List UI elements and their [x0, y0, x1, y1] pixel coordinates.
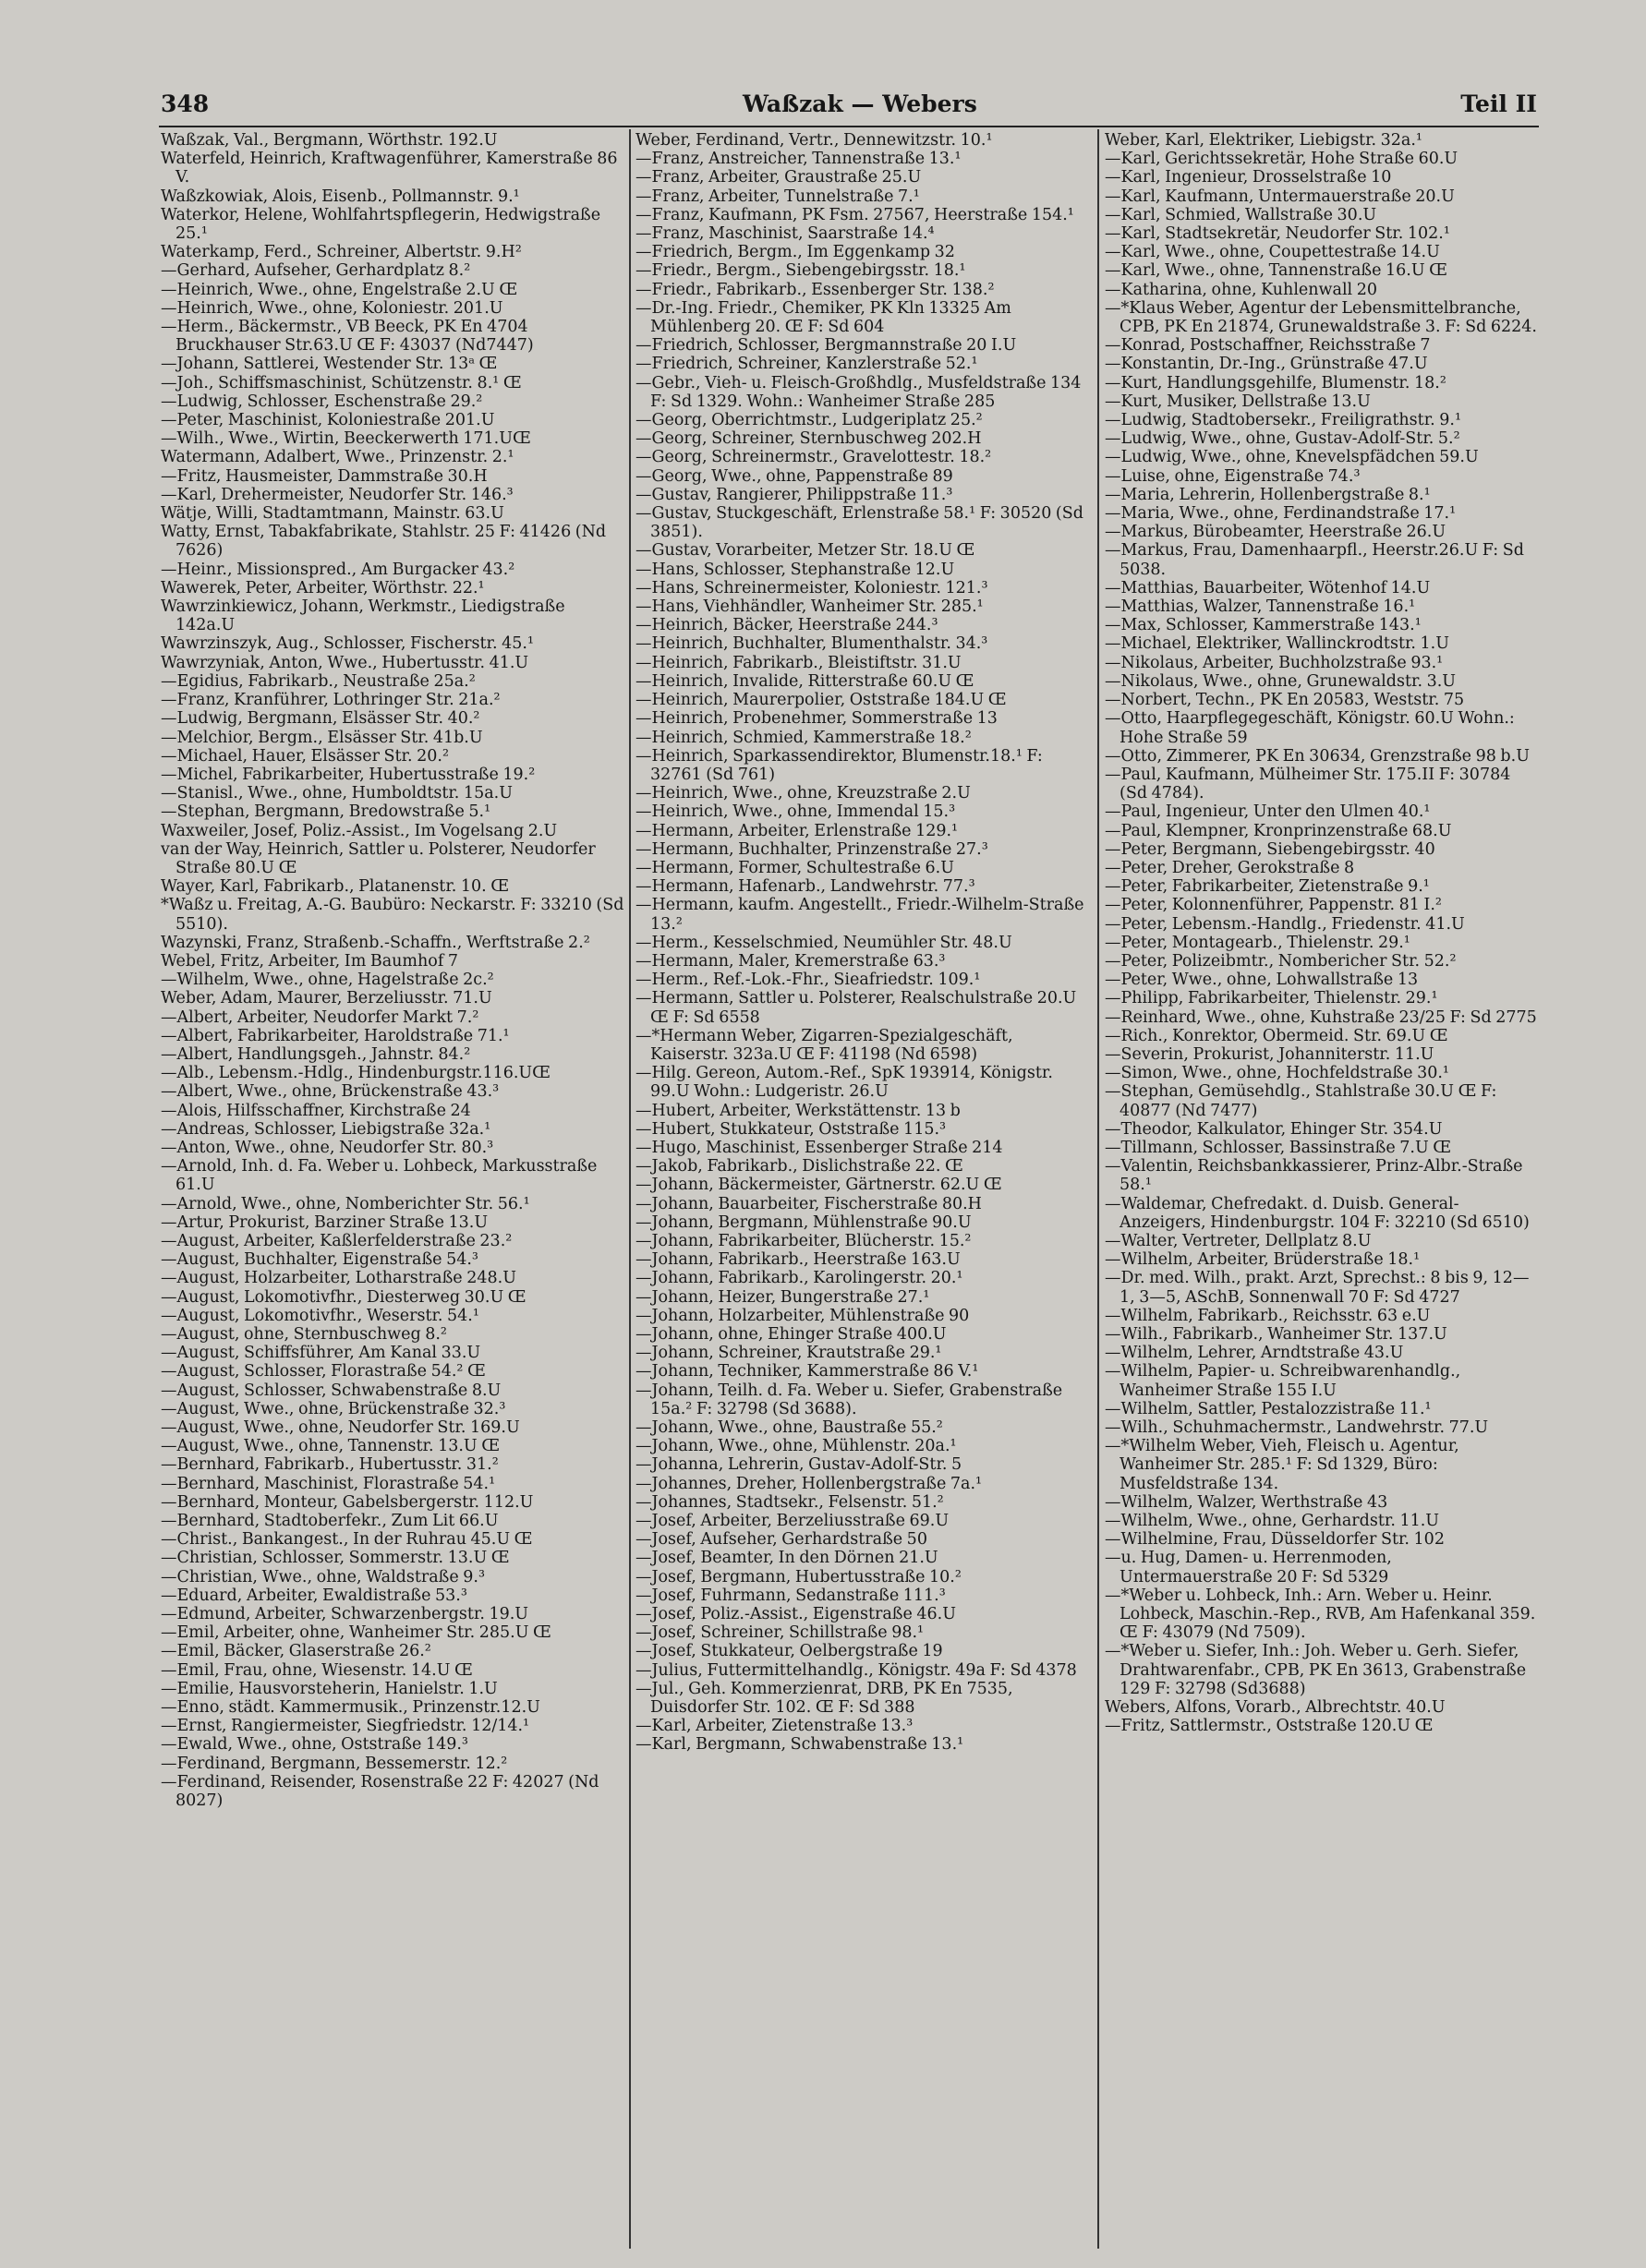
- directory-entry: Waterfeld, Heinrich, Kraftwagenführer, Kamerstraße 86 V.: [161, 150, 618, 187]
- directory-entry: —Ludwig, Wwe., ohne, Gustav-Adolf-Str. 5.²: [1105, 429, 1460, 449]
- directory-entry: —Johann, Bauarbeiter, Fischerstraße 80.H: [635, 1194, 982, 1213]
- directory-entry: —Herm., Bäckermstr., VB Beeck, PK En 4704 Bruckhauser Str.63.U Œ F: 43037 (Nd7447): [161, 318, 534, 356]
- directory-entry: Wawrzyniak, Anton, Wwe., Hubertusstr. 41.U: [161, 653, 529, 672]
- directory-entry: —Christ., Bankangest., In der Ruhrau 45.U Œ: [161, 1530, 533, 1550]
- directory-entry: —Johann, Fabrikarb., Karolingerstr. 20.¹: [635, 1269, 963, 1288]
- directory-entry: —Edmund, Arbeiter, Schwarzenbergstr. 19.U: [161, 1605, 529, 1624]
- directory-entry: —Valentin, Reichsbankkassierer, Prinz-Albr.-Straße 58.¹: [1105, 1157, 1523, 1195]
- directory-entry: —Waldemar, Chefredakt. d. Duisb. General-Anzeigers, Hindenburgstr. 104 F: 32210 (Sd 6510): [1105, 1194, 1530, 1232]
- directory-entry: —Ludwig, Bergmann, Elsässer Str. 40.²: [161, 709, 480, 729]
- directory-entry: Wätje, Willi, Stadtamtmann, Mainstr. 63.U: [161, 504, 504, 524]
- directory-entry: —Wilhelm, Fabrikarb., Reichsstr. 63 e.U: [1105, 1306, 1431, 1325]
- directory-entry: —Johann, Wwe., ohne, Mühlenstr. 20a.¹: [635, 1437, 957, 1456]
- column-divider: [1097, 129, 1099, 2249]
- directory-entry: Weber, Ferdinand, Vertr., Dennewitzstr. 10.¹: [635, 131, 993, 150]
- directory-entry: —Peter, Wwe., ohne, Lohwallstraße 13: [1105, 971, 1419, 990]
- directory-entry: —Johann, ohne, Ehinger Straße 400.U: [635, 1325, 947, 1344]
- directory-entry: —Gustav, Stuckgeschäft, Erlenstraße 58.¹ F: 30520 (Sd 3851).: [635, 504, 1083, 542]
- directory-entry: —August, Wwe., ohne, Tannenstr. 13.U Œ: [161, 1437, 501, 1456]
- directory-entry: —Peter, Montagearb., Thielenstr. 29.¹: [1105, 933, 1410, 952]
- directory-entry: —Johannes, Stadtsekr., Felsenstr. 51.²: [635, 1492, 944, 1512]
- directory-entry: —Josef, Schreiner, Schillstraße 98.¹: [635, 1623, 925, 1643]
- directory-entry: —Simon, Wwe., ohne, Hochfeldstraße 30.¹: [1105, 1064, 1449, 1083]
- directory-entry: —*Wilhelm Weber, Vieh, Fleisch u. Agentur, Wanheimer Str. 285.¹ F: Sd 1329, Büro: Musfeldstraße 134.: [1105, 1437, 1459, 1493]
- directory-entry: —Dr. med. Wilh., prakt. Arzt, Sprechst.: 8 bis 9, 12—1, 3—5, ASchB, Sonnenwall 70 F: Sd 4727: [1105, 1269, 1530, 1307]
- page-number: 348: [161, 90, 210, 117]
- directory-entry: —Julius, Futtermittelhandlg., Königstr. 49a F: Sd 4378: [635, 1660, 1077, 1680]
- directory-entry: —August, Schiffsführer, Am Kanal 33.U: [161, 1344, 481, 1363]
- directory-entry: —Maria, Wwe., ohne, Ferdinandstraße 17.¹: [1105, 504, 1457, 524]
- directory-entry: —Franz, Kaufmann, PK Fsm. 27567, Heerstraße 154.¹: [635, 205, 1074, 224]
- directory-entry: —Gustav, Vorarbeiter, Metzer Str. 18.U Œ: [635, 541, 975, 561]
- directory-entry: —Herm., Ref.-Lok.-Fhr., Sieafriedstr. 109.¹: [635, 971, 981, 990]
- directory-entry: —*Klaus Weber, Agentur der Lebensmittelbranche, CPB, PK En 21874, Grunewaldstraße 3. F: Sd 6224.: [1105, 298, 1537, 337]
- directory-entry: —Matthias, Walzer, Tannenstraße 16.¹: [1105, 597, 1416, 617]
- directory-entry: —Kurt, Handlungsgehilfe, Blumenstr. 18.²: [1105, 373, 1446, 392]
- directory-entry: —Karl, Stadtsekretär, Neudorfer Str. 102.¹: [1105, 224, 1450, 244]
- directory-entry: —Johann, Schreiner, Krautstraße 29.¹: [635, 1344, 942, 1363]
- directory-entry: —Norbert, Techn., PK En 20583, Weststr. 75: [1105, 691, 1465, 710]
- directory-entry: —Johann, Holzarbeiter, Mühlenstraße 90: [635, 1306, 970, 1325]
- directory-entry: —Friedr., Bergm., Siebengebirgsstr. 18.¹: [635, 261, 966, 281]
- directory-entry: —Heinrich, Sparkassendirektor, Blumenstr.18.¹ F: 32761 (Sd 761): [635, 746, 1043, 784]
- directory-entry: —August, Wwe., ohne, Brückenstraße 32.³: [161, 1399, 506, 1418]
- directory-entry: —Fritz, Sattlermstr., Oststraße 120.U Œ: [1105, 1717, 1434, 1736]
- directory-entry: —Nikolaus, Wwe., ohne, Grunewaldstr. 3.U: [1105, 671, 1457, 691]
- directory-entry: —Heinrich, Wwe., ohne, Kreuzstraße 2.U: [635, 784, 971, 803]
- directory-entry: —Gerhard, Aufseher, Gerhardplatz 8.²: [161, 261, 471, 281]
- directory-entry: —*Weber u. Lohbeck, Inh.: Arn. Weber u. Heinr. Lohbeck, Maschin.-Rep., RVB, Am Hafenkanal 359. Œ F: 43079 (Nd 7509).: [1105, 1586, 1536, 1643]
- directory-entry: —Peter, Dreher, Gerokstraße 8: [1105, 858, 1355, 877]
- directory-entry: —Josef, Aufseher, Gerhardstraße 50: [635, 1530, 927, 1550]
- directory-entry: —Heinrich, Invalide, Ritterstraße 60.U Œ: [635, 671, 974, 691]
- directory-entry: —Heinr., Missionspred., Am Burgacker 43.²: [161, 560, 515, 579]
- directory-entry: —Albert, Handlungsgeh., Jahnstr. 84.²: [161, 1044, 471, 1064]
- directory-entry: —Karl, Wwe., ohne, Tannenstraße 16.U Œ: [1105, 261, 1448, 281]
- directory-entry: —Anton, Wwe., ohne, Neudorfer Str. 80.³: [161, 1138, 494, 1157]
- directory-entry: —Hermann, Maler, Kremerstraße 63.³: [635, 951, 946, 971]
- directory-entry: —Arnold, Wwe., ohne, Nomberichter Str. 56.¹: [161, 1194, 530, 1213]
- directory-entry: —Emil, Arbeiter, ohne, Wanheimer Str. 285.U Œ: [161, 1623, 551, 1643]
- directory-entry: —Friedrich, Schlosser, Bergmannstraße 20 I.U: [635, 336, 1017, 356]
- directory-entry: —August, Wwe., ohne, Neudorfer Str. 169.U: [161, 1418, 520, 1438]
- directory-entry: —Andreas, Schlosser, Liebigstraße 32a.¹: [161, 1119, 491, 1139]
- directory-entry: —Ludwig, Schlosser, Eschenstraße 29.²: [161, 392, 483, 411]
- directory-entry: —Gebr., Vieh- u. Fleisch-Großhdlg., Musfeldstraße 134 F: Sd 1329. Wohn.: Wanheimer Straße 285: [635, 373, 1082, 411]
- directory-entry: Wayer, Karl, Fabrikarb., Platanenstr. 10. Œ: [161, 877, 510, 897]
- directory-entry: —Markus, Frau, Damenhaarpfl., Heerstr.26.U F: Sd 5038.: [1105, 541, 1524, 579]
- directory-entry: —Severin, Prokurist, Johanniterstr. 11.U: [1105, 1044, 1434, 1064]
- directory-entry: Wawrzinkiewicz, Johann, Werkmstr., Liedigstraße 142a.U: [161, 597, 565, 635]
- directory-entry: —Rich., Konrektor, Obermeid. Str. 69.U Œ: [1105, 1026, 1448, 1045]
- directory-entry: —Emil, Bäcker, Glaserstraße 26.²: [161, 1642, 431, 1661]
- directory-entry: —Wilhelm, Walzer, Werthstraße 43: [1105, 1492, 1388, 1512]
- directory-entry: —Friedr., Fabrikarb., Essenberger Str. 138.²: [635, 280, 995, 299]
- directory-entry: —Karl, Gerichtssekretär, Hohe Straße 60.U: [1105, 150, 1458, 169]
- directory-entry: —Philipp, Fabrikarbeiter, Thielenstr. 29.¹: [1105, 989, 1438, 1008]
- directory-entry: —Albert, Wwe., ohne, Brückenstraße 43.³: [161, 1082, 500, 1102]
- directory-entry: —Maria, Lehrerin, Hollenbergstraße 8.¹: [1105, 485, 1431, 504]
- directory-entry: —Peter, Polizeibmtr., Nombericher Str. 52.²: [1105, 951, 1457, 971]
- directory-entry: —Georg, Wwe., ohne, Pappenstraße 89: [635, 466, 953, 486]
- directory-entry: —Ernst, Rangiermeister, Siegfriedstr. 12/14.¹: [161, 1717, 530, 1736]
- directory-entry: —Johann, Teilh. d. Fa. Weber u. Siefer, Grabenstraße 15a.² F: 32798 (Sd 3688).: [635, 1381, 1063, 1418]
- directory-entry: —Hans, Schreinermeister, Koloniestr. 121.³: [635, 578, 988, 597]
- directory-entry: —Wilhelm, Papier- u. Schreibwarenhandlg., Wanheimer Straße 155 I.U: [1105, 1362, 1461, 1400]
- directory-entry: —Franz, Maschinist, Saarstraße 14.⁴: [635, 224, 935, 244]
- directory-entry: —Peter, Kolonnenführer, Pappenstr. 81 I.²: [1105, 896, 1442, 915]
- directory-entry: —Josef, Beamter, In den Dörnen 21.U: [635, 1549, 938, 1568]
- directory-entry: —Wilhelm, Wwe., ohne, Hagelstraße 2c.²: [161, 971, 494, 990]
- directory-entry: —Katharina, ohne, Kuhlenwall 20: [1105, 280, 1377, 299]
- directory-entry: Waßzak, Val., Bergmann, Wörthstr. 192.U: [161, 131, 498, 150]
- directory-entry: —Artur, Prokurist, Barziner Straße 13.U: [161, 1212, 489, 1232]
- directory-entry: —August, Holzarbeiter, Lotharstraße 248.U: [161, 1269, 516, 1288]
- directory-entry: —Alb., Lebensm.-Hdlg., Hindenburgstr.116.UŒ: [161, 1064, 551, 1083]
- directory-entry: —Karl, Arbeiter, Zietenstraße 13.³: [635, 1717, 914, 1736]
- directory-entry: —Wilh., Schuhmachermstr., Landwehrstr. 77.U: [1105, 1418, 1489, 1438]
- directory-entry: —Hubert, Stukkateur, Oststraße 115.³: [635, 1119, 947, 1139]
- directory-entry: —Karl, Bergmann, Schwabenstraße 13.¹: [635, 1735, 964, 1755]
- directory-entry: —Wilh., Wwe., Wirtin, Beeckerwerth 171.UŒ: [161, 429, 531, 449]
- directory-entry: —Johann, Wwe., ohne, Baustraße 55.²: [635, 1418, 943, 1438]
- directory-entry: —Wilhelm, Lehrer, Arndtstraße 43.U: [1105, 1344, 1404, 1363]
- directory-entry: —Hermann, Former, Schultestraße 6.U: [635, 858, 954, 877]
- directory-entry: —Hans, Schlosser, Stephanstraße 12.U: [635, 560, 955, 579]
- directory-entry: —Emil, Frau, ohne, Wiesenstr. 14.U Œ: [161, 1660, 473, 1680]
- directory-entry: —Josef, Fuhrmann, Sedanstraße 111.³: [635, 1586, 946, 1605]
- directory-entry: —Kurt, Musiker, Dellstraße 13.U: [1105, 392, 1371, 411]
- directory-entry: —Emilie, Hausvorsteherin, Hanielstr. 1.U: [161, 1679, 498, 1698]
- directory-entry: —Wilhelm, Sattler, Pestalozzistraße 11.¹: [1105, 1399, 1432, 1418]
- directory-entry: Weber, Adam, Maurer, Berzeliusstr. 71.U: [161, 989, 492, 1008]
- page-header: [161, 90, 1537, 127]
- directory-entry: —Fritz, Hausmeister, Dammstraße 30.H: [161, 466, 488, 486]
- directory-entry: —Friedrich, Bergm., Im Eggenkamp 32: [635, 243, 955, 262]
- directory-entry: —Bernhard, Monteur, Gabelsbergerstr. 112.U: [161, 1492, 534, 1512]
- directory-entry: —Ferdinand, Bergmann, Bessemerstr. 12.²: [161, 1754, 508, 1773]
- directory-entry: —Heinrich, Wwe., ohne, Koloniestr. 201.U: [161, 298, 503, 318]
- directory-entry: —Karl, Ingenieur, Drosselstraße 10: [1105, 168, 1392, 187]
- directory-entry: Wawerek, Peter, Arbeiter, Wörthstr. 22.¹: [161, 578, 485, 597]
- directory-entry: —Josef, Poliz.-Assist., Eigenstraße 46.U: [635, 1605, 956, 1624]
- directory-entry: —Max, Schlosser, Kammerstraße 143.¹: [1105, 616, 1422, 635]
- directory-entry: —Bernhard, Stadtoberfekr., Zum Lit 66.U: [161, 1512, 499, 1531]
- directory-entry: —Eduard, Arbeiter, Ewaldistraße 53.³: [161, 1586, 467, 1605]
- directory-entry: —Friedrich, Schreiner, Kanzlerstraße 52.¹: [635, 355, 978, 374]
- directory-entry: —Paul, Kaufmann, Mülheimer Str. 175.II F: 30784 (Sd 4784).: [1105, 765, 1511, 803]
- directory-entry: —Heinrich, Bäcker, Heerstraße 244.³: [635, 616, 938, 635]
- directory-entry: —Bernhard, Maschinist, Florastraße 54.¹: [161, 1474, 496, 1493]
- directory-entry: —Michel, Fabrikarbeiter, Hubertusstraße 19.²: [161, 765, 536, 784]
- directory-entry: Weber, Karl, Elektriker, Liebigstr. 32a.¹: [1105, 131, 1422, 150]
- directory-entry: —Wilhelmine, Frau, Düsseldorfer Str. 102: [1105, 1530, 1445, 1550]
- column-left: [161, 131, 627, 2255]
- directory-entry: —Hermann, kaufm. Angestellt., Friedr.-Wilhelm-Straße 13.²: [635, 896, 1084, 934]
- directory-entry: —Johann, Bäckermeister, Gärtnerstr. 62.U Œ: [635, 1176, 1002, 1195]
- directory-entry: —Hubert, Arbeiter, Werkstättenstr. 13 b: [635, 1101, 961, 1120]
- column-right: [1105, 131, 1539, 2255]
- directory-entry: —Johann, Techniker, Kammerstraße 86 V.¹: [635, 1362, 979, 1381]
- directory-entry: Webel, Fritz, Arbeiter, Im Baumhof 7: [161, 951, 459, 971]
- directory-entry: —Heinrich, Maurerpolier, Oststraße 184.U Œ: [635, 691, 1007, 710]
- directory-entry: —Jakob, Fabrikarb., Dislichstraße 22. Œ: [635, 1157, 963, 1176]
- directory-entry: —Peter, Lebensm.-Handlg., Friedenstr. 41.U: [1105, 914, 1465, 934]
- directory-entry: —Hans, Viehhändler, Wanheimer Str. 285.¹: [635, 597, 984, 617]
- directory-entry: —Johannes, Dreher, Hollenbergstraße 7a.¹: [635, 1474, 983, 1493]
- directory-entry: —Hermann, Buchhalter, Prinzenstraße 27.³: [635, 839, 988, 859]
- directory-entry: Wazynski, Franz, Straßenb.-Schaffn., Werftstraße 2.²: [161, 933, 590, 952]
- directory-entry: —Johann, Heizer, Bungerstraße 27.¹: [635, 1287, 930, 1307]
- directory-entry: —u. Hug, Damen- u. Herrenmoden, Untermauerstraße 20 F: Sd 5329: [1105, 1549, 1392, 1586]
- directory-entry: —Hermann, Hafenarb., Landwehrstr. 77.³: [635, 877, 975, 897]
- directory-entry: Waxweiler, Josef, Poliz.-Assist., Im Vogelsang 2.U: [161, 821, 558, 840]
- directory-entry: —August, Schlosser, Schwabenstraße 8.U: [161, 1381, 502, 1400]
- directory-entry: —Franz, Arbeiter, Tunnelstraße 7.¹: [635, 187, 920, 206]
- directory-entry: —Jul., Geh. Kommerzienrat, DRB, PK En 7535, Duisdorfer Str. 102. Œ F: Sd 388: [635, 1679, 1013, 1718]
- directory-entry: —Johann, Bergmann, Mühlenstraße 90.U: [635, 1212, 972, 1232]
- directory-entry: —Albert, Arbeiter, Neudorfer Markt 7.²: [161, 1007, 479, 1027]
- directory-entry: —Franz, Kranführer, Lothringer Str. 21a.²: [161, 691, 501, 710]
- directory-entry: —Stanisl., Wwe., ohne, Humboldtstr. 15a.U: [161, 784, 513, 803]
- directory-entry: —Hermann, Arbeiter, Erlenstraße 129.¹: [635, 821, 959, 840]
- directory-entry: —Heinrich, Buchhalter, Blumenthalstr. 34.³: [635, 634, 988, 654]
- directory-entry: —Georg, Schreiner, Sternbuschweg 202.H: [635, 429, 982, 449]
- directory-entry: van der Way, Heinrich, Sattler u. Polsterer, Neudorfer Straße 80.U Œ: [161, 839, 596, 877]
- directory-entry: —Johann, Sattlerei, Westender Str. 13ᵃ Œ: [161, 355, 498, 374]
- directory-entry: —Herm., Kesselschmied, Neumühler Str. 48.U: [635, 933, 1012, 952]
- directory-entry: —Matthias, Bauarbeiter, Wötenhof 14.U: [1105, 578, 1431, 597]
- directory-entry: —Josef, Stukkateur, Oelbergstraße 19: [635, 1642, 943, 1661]
- directory-entry: —Ludwig, Wwe., ohne, Knevelspfädchen 59.U: [1105, 448, 1479, 467]
- directory-entry: —Peter, Bergmann, Siebengebirgsstr. 40: [1105, 839, 1435, 859]
- directory-entry: —Heinrich, Fabrikarb., Bleistiftstr. 31.U: [635, 653, 962, 672]
- directory-entry: —Gustav, Rangierer, Philippstraße 11.³: [635, 485, 953, 504]
- directory-entry: —Dr.-Ing. Friedr., Chemiker, PK Kln 13325 Am Mühlenberg 20. Œ F: Sd 604: [635, 298, 1011, 337]
- directory-entry: —Albert, Fabrikarbeiter, Haroldstraße 71.¹: [161, 1026, 510, 1045]
- directory-entry: —Karl, Schmied, Wallstraße 30.U: [1105, 205, 1377, 224]
- directory-entry: —Christian, Wwe., ohne, Waldstraße 9.³: [161, 1567, 485, 1586]
- directory-entry: —Heinrich, Probenehmer, Sommerstraße 13: [635, 709, 998, 729]
- directory-entry: —Hilg. Gereon, Autom.-Ref., SpK 193914, Königstr. 99.U Wohn.: Ludgeristr. 26.U: [635, 1064, 1053, 1102]
- directory-entry: —August, Schlosser, Florastraße 54.² Œ: [161, 1362, 486, 1381]
- directory-entry: —Wilhelm, Arbeiter, Brüderstraße 18.¹: [1105, 1250, 1421, 1270]
- directory-entry: —Bernhard, Fabrikarb., Hubertusstr. 31.²: [161, 1455, 499, 1475]
- directory-entry: —Michael, Hauer, Elsässer Str. 20.²: [161, 746, 449, 766]
- directory-entry: —Heinrich, Wwe., ohne, Engelstraße 2.U Œ: [161, 280, 518, 299]
- directory-entry: —Theodor, Kalkulator, Ehinger Str. 354.U: [1105, 1119, 1443, 1139]
- directory-entry: —Heinrich, Schmied, Kammerstraße 18.²: [635, 728, 972, 747]
- directory-entry: —Joh., Schiffsmaschinist, Schützenstr. 8.¹ Œ: [161, 373, 522, 392]
- column-middle: [635, 131, 1093, 2255]
- directory-entry: —Ferdinand, Reisender, Rosenstraße 22 F: 42027 (Nd 8027): [161, 1772, 599, 1811]
- page-title: Waßzak — Webers: [743, 90, 977, 117]
- directory-entry: —Karl, Wwe., ohne, Coupettestraße 14.U: [1105, 243, 1440, 262]
- directory-entry: —Paul, Ingenieur, Unter den Ulmen 40.¹: [1105, 802, 1431, 822]
- header-rule: [159, 126, 1539, 127]
- directory-entry: —Ewald, Wwe., ohne, Oststraße 149.³: [161, 1735, 468, 1755]
- directory-entry: —Christian, Schlosser, Sommerstr. 13.U Œ: [161, 1549, 510, 1568]
- directory-entry: —Wilh., Fabrikarb., Wanheimer Str. 137.U: [1105, 1325, 1447, 1344]
- directory-entry: —Melchior, Bergm., Elsässer Str. 41b.U: [161, 728, 483, 747]
- directory-entry: Webers, Alfons, Vorarb., Albrechtstr. 40.U: [1105, 1698, 1446, 1718]
- directory-entry: —Nikolaus, Arbeiter, Buchholzstraße 93.¹: [1105, 653, 1444, 672]
- directory-entry: —Michael, Elektriker, Wallinckrodtstr. 1.U: [1105, 634, 1449, 654]
- directory-entry: —Johann, Fabrikarb., Heerstraße 163.U: [635, 1250, 961, 1270]
- directory-entry: —August, Buchhalter, Eigenstraße 54.³: [161, 1250, 478, 1270]
- part-label: Teil II: [1460, 90, 1537, 117]
- directory-entry: —Konrad, Postschaffner, Reichsstraße 7: [1105, 336, 1431, 356]
- directory-entry: —Franz, Arbeiter, Graustraße 25.U: [635, 168, 922, 187]
- directory-entry: —Josef, Bergmann, Hubertusstraße 10.²: [635, 1567, 962, 1586]
- directory-entry: —Paul, Klempner, Kronprinzenstraße 68.U: [1105, 821, 1452, 840]
- directory-entry: —August, Lokomotivfhr., Diesterweg 30.U Œ: [161, 1287, 526, 1307]
- directory-entry: —August, ohne, Sternbuschweg 8.²: [161, 1325, 447, 1344]
- directory-entry: —Walter, Vertreter, Dellplatz 8.U: [1105, 1231, 1372, 1250]
- directory-entry: Watermann, Adalbert, Wwe., Prinzenstr. 2.¹: [161, 448, 514, 467]
- directory-entry: —Hermann, Sattler u. Polsterer, Realschulstraße 20.U Œ F: Sd 6558: [635, 989, 1077, 1027]
- directory-entry: —Arnold, Inh. d. Fa. Weber u. Lohbeck, Markusstraße 61.U: [161, 1157, 598, 1195]
- directory-entry: —Wilhelm, Wwe., ohne, Gerhardstr. 11.U: [1105, 1512, 1440, 1531]
- directory-entry: —Karl, Drehermeister, Neudorfer Str. 146.³: [161, 485, 514, 504]
- directory-entry: —Alois, Hilfsschaffner, Kirchstraße 24: [161, 1101, 471, 1120]
- directory-entry: Waterkor, Helene, Wohlfahrtspflegerin, Hedwigstraße 25.¹: [161, 205, 601, 244]
- directory-entry: Wawrzinszyk, Aug., Schlosser, Fischerstr. 45.¹: [161, 634, 534, 654]
- directory-entry: —Georg, Oberrichtmstr., Ludgeriplatz 25.²: [635, 411, 983, 430]
- directory-entry: Watty, Ernst, Tabakfabrikate, Stahlstr. 25 F: 41426 (Nd 7626): [161, 523, 607, 561]
- directory-entry: —Ludwig, Stadtobersekr., Freiligrathstr. 9.¹: [1105, 411, 1461, 430]
- directory-entry: —Johanna, Lehrerin, Gustav-Adolf-Str. 5: [635, 1455, 962, 1475]
- directory-entry: *Waßz u. Freitag, A.-G. Baubüro: Neckarstr. F: 33210 (Sd 5510).: [161, 896, 624, 934]
- directory-entry: —Peter, Maschinist, Koloniestraße 201.U: [161, 411, 495, 430]
- directory-entry: —*Weber u. Siefer, Inh.: Joh. Weber u. Gerh. Siefer, Drahtwarenfabr., CPB, PK En 3613, Grabenstraße 129 F: 32798 (Sd3688): [1105, 1642, 1527, 1698]
- directory-entry: —Heinrich, Wwe., ohne, Immendal 15.³: [635, 802, 956, 822]
- directory-entry: —August, Arbeiter, Kaßlerfelderstraße 23.²: [161, 1231, 513, 1250]
- directory-entry: —Otto, Haarpflegegeschäft, Königstr. 60.U Wohn.: Hohe Straße 59: [1105, 709, 1515, 747]
- directory-entry: —Hugo, Maschinist, Essenberger Straße 214: [635, 1138, 1003, 1157]
- directory-entry: —Reinhard, Wwe., ohne, Kuhstraße 23/25 F: Sd 2775: [1105, 1007, 1537, 1027]
- directory-entry: —Franz, Anstreicher, Tannenstraße 13.¹: [635, 150, 962, 169]
- directory-entry: Waterkamp, Ferd., Schreiner, Albertstr. 9.H²: [161, 243, 522, 262]
- directory-entry: —Otto, Zimmerer, PK En 30634, Grenzstraße 98 b.U: [1105, 746, 1530, 766]
- directory-entry: —Peter, Fabrikarbeiter, Zietenstraße 9.¹: [1105, 877, 1430, 897]
- directory-entry: —Johann, Fabrikarbeiter, Blücherstr. 15.²: [635, 1231, 972, 1250]
- directory-entry: —August, Lokomotivfhr., Weserstr. 54.¹: [161, 1306, 479, 1325]
- directory-entry: —Karl, Kaufmann, Untermauerstraße 20.U: [1105, 187, 1455, 206]
- directory-entry: —Konstantin, Dr.-Ing., Grünstraße 47.U: [1105, 355, 1428, 374]
- directory-entry: —Josef, Arbeiter, Berzeliusstraße 69.U: [635, 1512, 950, 1531]
- directory-entry: Waßzkowiak, Alois, Eisenb., Pollmannstr. 9.¹: [161, 187, 520, 206]
- directory-entry: —Enno, städt. Kammermusik., Prinzenstr.12.U: [161, 1698, 540, 1718]
- directory-entry: —Stephan, Bergmann, Bredowstraße 5.¹: [161, 802, 491, 822]
- directory-entry: —Georg, Schreinermstr., Gravelottestr. 18.²: [635, 448, 992, 467]
- directory-entry: —Tillmann, Schlosser, Bassinstraße 7.U Œ: [1105, 1138, 1452, 1157]
- directory-entry: —Egidius, Fabrikarb., Neustraße 25a.²: [161, 671, 476, 691]
- directory-entry: —Stephan, Gemüsehdlg., Stahlstraße 30.U Œ F: 40877 (Nd 7477): [1105, 1082, 1497, 1120]
- column-divider: [629, 129, 631, 2249]
- directory-entry: —*Hermann Weber, Zigarren-Spezialgeschäft, Kaiserstr. 323a.U Œ F: 41198 (Nd 6598): [635, 1026, 1013, 1064]
- directory-entry: —Luise, ohne, Eigenstraße 74.³: [1105, 466, 1361, 486]
- directory-entry: —Markus, Bürobeamter, Heerstraße 26.U: [1105, 523, 1446, 542]
